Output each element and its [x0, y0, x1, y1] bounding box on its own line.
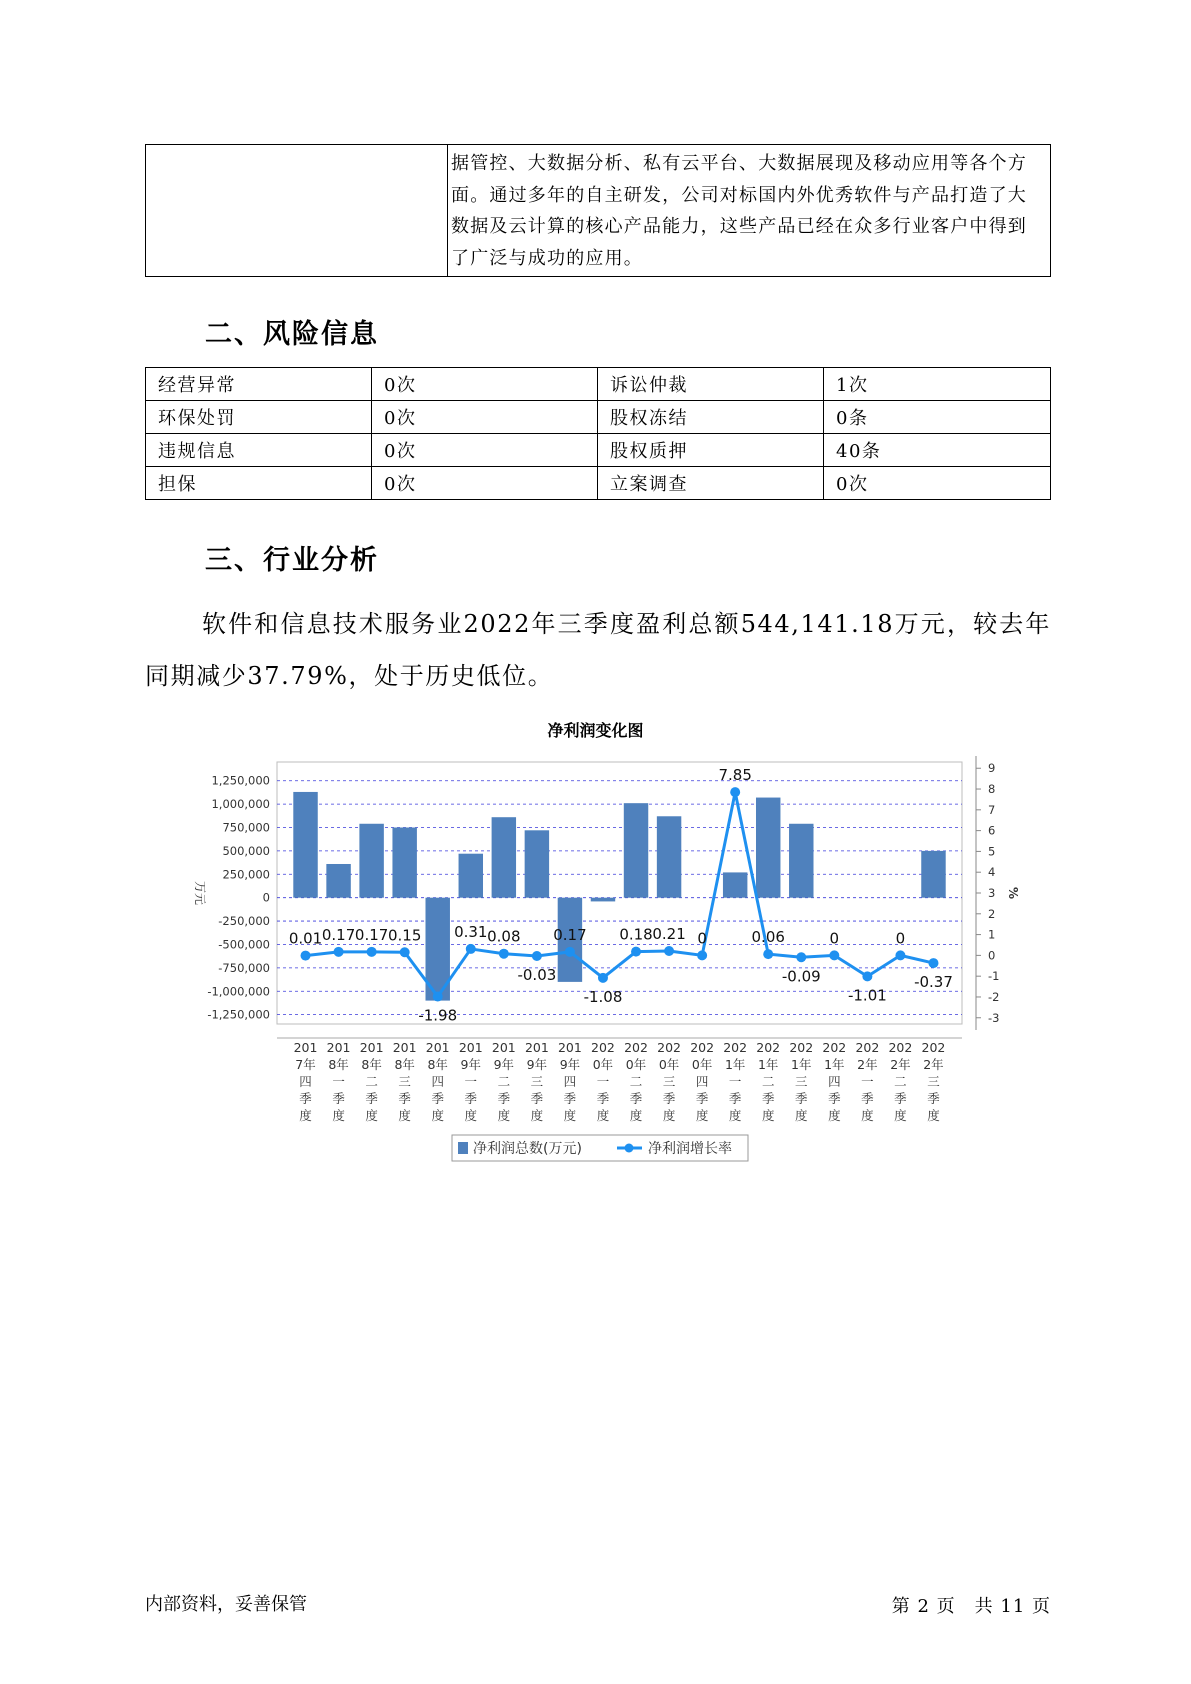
bar [459, 854, 483, 898]
section-heading-risk: 二、风险信息 [205, 319, 379, 350]
growth-point [895, 950, 905, 960]
x-tick-label: 0年 [625, 1057, 647, 1072]
risk-label: 股权质押 [598, 434, 824, 467]
x-tick-label: 二 [497, 1074, 511, 1089]
growth-point [829, 950, 839, 960]
y2-tick-label: 1 [988, 927, 996, 942]
intro-line: 数据及云计算的核心产品能力，这些产品已经在众多行业客户中得到 [451, 216, 1027, 237]
x-tick-label: 二 [761, 1074, 775, 1089]
x-tick-label: 0年 [592, 1057, 614, 1072]
x-tick-label: 一 [596, 1074, 610, 1089]
x-tick-label: 度 [431, 1108, 444, 1123]
section-heading-industry: 三、行业分析 [205, 545, 379, 576]
growth-data-label: -1.98 [418, 1006, 458, 1025]
risk-value: 0次 [372, 368, 598, 401]
risk-label: 立案调查 [598, 467, 824, 500]
bar [359, 824, 383, 898]
bar [624, 803, 648, 898]
x-tick-label: 四 [828, 1074, 841, 1089]
y-tick-label: 1,000,000 [211, 797, 270, 812]
x-tick-label: 1年 [724, 1057, 746, 1072]
x-tick-label: 二 [365, 1074, 378, 1089]
risk-value: 0条 [824, 401, 1051, 434]
x-tick-label: 202 [723, 1040, 748, 1055]
x-tick-label: 季 [299, 1091, 312, 1106]
x-tick-label: 2年 [890, 1057, 911, 1072]
x-tick-label: 度 [629, 1108, 643, 1123]
x-tick-label: 0年 [658, 1057, 680, 1072]
x-tick-label: 四 [563, 1074, 577, 1089]
x-tick-label: 度 [795, 1108, 808, 1123]
growth-point [697, 950, 707, 960]
x-tick-label: 202 [822, 1040, 847, 1055]
bar [591, 898, 615, 902]
x-tick-label: 季 [464, 1091, 478, 1106]
y2-tick-label: 0 [988, 948, 996, 963]
y-tick-label: 750,000 [222, 820, 270, 835]
legend-bar-label: 净利润总数(万元) [473, 1141, 582, 1157]
bar [293, 792, 317, 898]
x-tick-label: 2年 [923, 1057, 944, 1072]
x-tick-label: 度 [695, 1108, 709, 1123]
x-tick-label: 202 [756, 1040, 781, 1055]
y-tick-label: -1,250,000 [207, 1007, 270, 1022]
growth-point [928, 958, 938, 968]
risk-label: 违规信息 [146, 434, 372, 467]
growth-data-label: 0.18 [619, 925, 653, 944]
growth-data-label: 0.15 [387, 926, 422, 945]
growth-data-label: 0.06 [751, 928, 785, 947]
growth-data-label: 0.31 [454, 922, 488, 941]
x-tick-label: 度 [927, 1108, 940, 1123]
y-tick-label: -500,000 [218, 937, 270, 952]
growth-data-label: 0 [697, 929, 707, 948]
risk-value: 0次 [372, 467, 598, 500]
bar [525, 830, 549, 897]
growth-point [334, 947, 344, 957]
x-tick-label: 二 [629, 1074, 643, 1089]
y2-tick-label: 3 [988, 886, 996, 900]
risk-label: 担保 [146, 467, 372, 500]
x-tick-label: 度 [530, 1108, 544, 1123]
x-tick-label: 度 [728, 1108, 742, 1123]
x-tick-label: 度 [761, 1108, 775, 1123]
x-tick-label: 一 [464, 1074, 478, 1089]
x-tick-label: 201 [458, 1040, 483, 1055]
growth-point [301, 951, 311, 961]
x-tick-label: 度 [596, 1108, 610, 1123]
y2-tick-label: 9 [988, 761, 996, 776]
bar [492, 817, 516, 897]
growth-point [631, 947, 641, 957]
bar [326, 864, 350, 898]
x-tick-label: 202 [921, 1040, 946, 1055]
growth-data-label: 0.17 [321, 925, 356, 944]
x-tick-label: 8年 [427, 1057, 448, 1072]
growth-data-label: -0.09 [781, 967, 821, 986]
legend-line-label: 净利润增长率 [648, 1141, 732, 1157]
x-tick-label: 1年 [757, 1057, 779, 1072]
x-tick-label: 一 [332, 1074, 345, 1089]
growth-data-label: 0 [895, 929, 906, 948]
x-tick-label: 1年 [824, 1057, 845, 1072]
y-tick-label: 250,000 [222, 867, 270, 882]
x-tick-label: 度 [365, 1108, 378, 1123]
x-tick-label: 度 [662, 1108, 676, 1123]
growth-point [862, 971, 872, 981]
x-tick-label: 202 [591, 1040, 615, 1055]
growth-point [367, 947, 377, 957]
x-tick-label: 度 [861, 1108, 874, 1123]
x-tick-label: 度 [299, 1108, 312, 1123]
x-tick-label: 9年 [460, 1057, 482, 1072]
growth-data-label: -1.01 [847, 986, 887, 1005]
growth-point [532, 951, 542, 961]
growth-data-label: 0.08 [487, 927, 521, 946]
y2-tick-label: 8 [988, 782, 996, 797]
x-tick-label: 度 [398, 1108, 411, 1123]
bar [789, 824, 813, 898]
growth-point [763, 949, 773, 959]
growth-data-label: -0.03 [517, 966, 557, 985]
growth-point [565, 947, 575, 957]
x-tick-label: 9年 [559, 1057, 581, 1072]
x-tick-label: 季 [795, 1091, 808, 1106]
x-tick-label: 季 [894, 1091, 907, 1106]
x-tick-label: 8年 [361, 1057, 382, 1072]
x-tick-label: 四 [431, 1074, 444, 1089]
y-tick-label: 0 [262, 890, 270, 905]
risk-label: 环保处罚 [146, 401, 372, 434]
x-tick-label: 201 [425, 1040, 450, 1055]
chart-title: 净利润变化图 [547, 721, 644, 740]
y2-tick-label: 5 [988, 844, 996, 859]
bar [756, 798, 780, 898]
x-tick-label: 202 [789, 1040, 814, 1055]
intro-line: 了广泛与成功的应用。 [451, 247, 643, 269]
x-tick-label: 202 [888, 1040, 913, 1055]
risk-value: 40条 [824, 434, 1051, 467]
x-tick-label: 201 [359, 1040, 384, 1055]
growth-point [598, 973, 608, 983]
y2-tick-label: 6 [988, 823, 996, 838]
x-tick-label: 201 [557, 1040, 582, 1055]
x-tick-label: 季 [728, 1091, 742, 1106]
risk-label: 诉讼仲裁 [598, 368, 824, 401]
x-tick-label: 季 [927, 1091, 940, 1106]
y2-tick-label: -1 [988, 969, 1000, 984]
x-tick-label: 1年 [791, 1057, 812, 1072]
x-tick-label: 201 [326, 1040, 351, 1055]
x-tick-label: 202 [855, 1040, 880, 1055]
growth-data-label: 0 [829, 929, 840, 948]
x-tick-label: 三 [398, 1074, 411, 1089]
growth-point [433, 992, 443, 1002]
x-tick-label: 季 [596, 1091, 610, 1106]
growth-data-label: -1.08 [583, 987, 623, 1006]
x-tick-label: 季 [861, 1091, 874, 1106]
growth-data-label: 0.01 [288, 929, 323, 948]
growth-point [664, 946, 674, 956]
risk-label: 经营异常 [146, 368, 372, 401]
bar [657, 816, 681, 897]
x-tick-label: 一 [861, 1074, 874, 1089]
x-tick-label: 度 [464, 1108, 478, 1123]
x-tick-label: 7年 [295, 1057, 316, 1072]
x-tick-label: 9年 [493, 1057, 515, 1072]
x-tick-label: 季 [365, 1091, 378, 1106]
x-tick-label: 季 [629, 1091, 643, 1106]
x-tick-label: 季 [398, 1091, 411, 1106]
x-tick-label: 三 [927, 1074, 940, 1089]
x-tick-label: 季 [761, 1091, 775, 1106]
x-tick-label: 度 [332, 1108, 345, 1123]
growth-data-label: -0.37 [914, 973, 953, 992]
risk-value: 0次 [372, 434, 598, 467]
risk-value: 1次 [824, 368, 1051, 401]
growth-point [400, 947, 410, 957]
x-tick-label: 季 [497, 1091, 511, 1106]
bar [921, 851, 945, 898]
footer-confidential: 内部资料，妥善保管 [145, 1594, 307, 1615]
y2-tick-label: 4 [988, 865, 996, 880]
legend-bar-swatch [458, 1142, 468, 1154]
x-tick-label: 二 [894, 1074, 907, 1089]
x-tick-label: 度 [894, 1108, 907, 1123]
x-tick-label: 三 [795, 1074, 808, 1089]
x-tick-label: 8年 [394, 1057, 415, 1072]
x-tick-label: 201 [491, 1040, 516, 1055]
y-tick-label: 500,000 [222, 843, 270, 858]
bar [723, 872, 747, 897]
x-tick-label: 201 [392, 1040, 417, 1055]
x-tick-label: 9年 [526, 1057, 548, 1072]
x-tick-label: 四 [695, 1074, 709, 1089]
y2-axis-title: % [1006, 886, 1020, 900]
x-tick-label: 201 [524, 1040, 549, 1055]
y2-tick-label: 2 [988, 906, 996, 921]
x-tick-label: 季 [563, 1091, 577, 1106]
growth-point [796, 952, 806, 962]
x-tick-label: 8年 [328, 1057, 349, 1072]
x-tick-label: 季 [662, 1091, 676, 1106]
x-tick-label: 度 [828, 1108, 841, 1123]
y-tick-label: -1,000,000 [207, 984, 270, 999]
intro-line: 据管控、大数据分析、私有云平台、大数据展现及移动应用等各个方 [451, 153, 1027, 174]
growth-data-label: 0.17 [553, 925, 587, 944]
x-tick-label: 季 [695, 1091, 709, 1106]
risk-value: 0次 [824, 467, 1051, 500]
x-tick-label: 一 [728, 1074, 742, 1089]
growth-point [730, 787, 740, 797]
x-tick-label: 季 [530, 1091, 544, 1106]
growth-data-label: 7.85 [718, 766, 752, 785]
growth-point [499, 949, 509, 959]
x-tick-label: 三 [530, 1074, 544, 1089]
growth-data-label: 0.17 [354, 925, 389, 944]
x-tick-label: 0年 [691, 1057, 713, 1072]
growth-data-label: 0.21 [652, 925, 686, 944]
x-tick-label: 四 [299, 1074, 312, 1089]
y-tick-label: -250,000 [218, 914, 270, 929]
bar [392, 828, 416, 898]
x-tick-label: 202 [690, 1040, 715, 1055]
y-tick-label: 1,250,000 [211, 773, 270, 788]
y-axis-title: 万元 [193, 880, 207, 906]
x-tick-label: 度 [497, 1108, 511, 1123]
x-tick-label: 季 [431, 1091, 444, 1106]
x-tick-label: 季 [828, 1091, 841, 1106]
x-tick-label: 201 [293, 1040, 318, 1055]
footer-page-number: 第 2 页 共 11 页 [891, 1596, 1051, 1617]
industry-paragraph: 软件和信息技术服务业2022年三季度盈利总额544,141.18万元，较去年同期减少37.79%，处于历史低位。 [145, 610, 1051, 690]
x-tick-label: 度 [563, 1108, 577, 1123]
x-tick-label: 季 [332, 1091, 345, 1106]
y2-tick-label: -2 [988, 989, 1000, 1004]
risk-value: 0次 [372, 401, 598, 434]
x-tick-label: 2年 [857, 1057, 878, 1072]
growth-point [466, 944, 476, 954]
x-tick-label: 202 [657, 1040, 682, 1055]
risk-label: 股权冻结 [598, 401, 824, 434]
legend-line-marker [625, 1144, 634, 1153]
y2-tick-label: -3 [988, 1010, 1000, 1025]
x-tick-label: 三 [662, 1074, 676, 1089]
x-tick-label: 202 [624, 1040, 648, 1055]
y2-tick-label: 7 [988, 802, 996, 817]
y-tick-label: -750,000 [218, 960, 270, 975]
intro-line: 面。通过多年的自主研发，公司对标国内外优秀软件与产品打造了大 [451, 184, 1027, 206]
